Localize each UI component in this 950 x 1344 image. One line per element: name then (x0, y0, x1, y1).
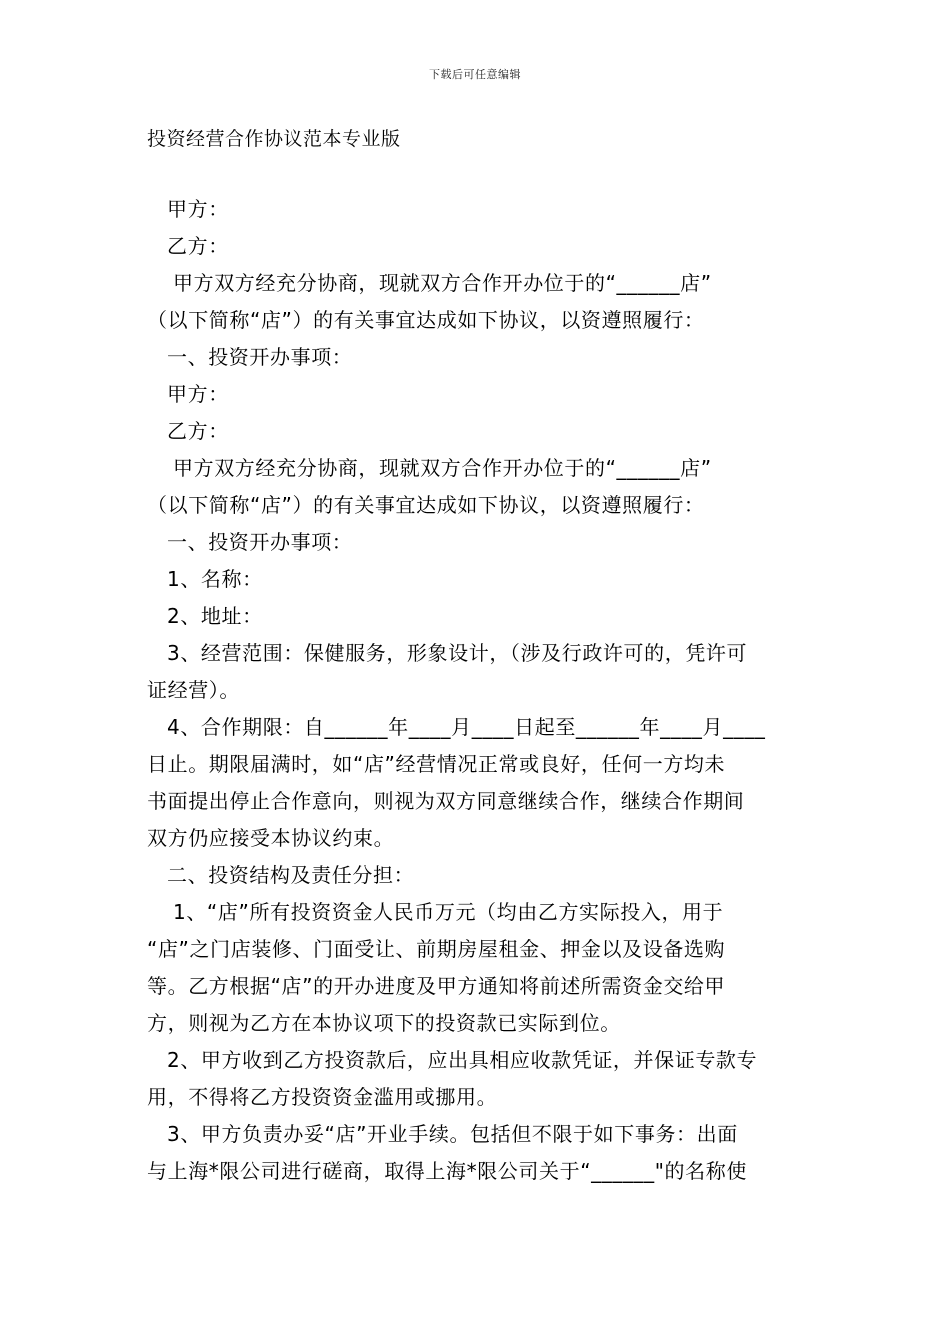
clause-line: 用，不得将乙方投资资金滥用或挪用。 (147, 1085, 498, 1109)
preamble-line: 甲方双方经充分协商，现就双方合作开办位于的“______店” (173, 456, 712, 480)
preamble-line: （以下简称“店”）的有关事宜达成如下协议，以资遵照履行： (147, 493, 705, 517)
clause-line: 日止。期限届满时，如“店”经营情况正常或良好，任何一方均未 (147, 752, 726, 776)
section-heading: 一、投资开办事项： (167, 530, 353, 554)
section-heading: 二、投资结构及责任分担： (167, 863, 415, 887)
section-heading: 一、投资开办事项： (167, 345, 353, 369)
clause-line: 证经营）。 (147, 678, 240, 702)
clause-line: 3、甲方负责办妥“店”开业手续。包括但不限于如下事务：出面 (167, 1122, 738, 1146)
clause-line: 双方仍应接受本协议约束。 (147, 826, 395, 850)
clause-line: 4、合作期限：自______年____月____日起至______年____月____ (167, 715, 766, 739)
clause-line: 书面提出停止合作意向，则视为双方同意继续合作，继续合作期间 (147, 789, 745, 813)
clause-line: 1、“店”所有投资资金人民币万元（均由乙方实际投入，用于 (173, 900, 724, 924)
document-title: 投资经营合作协议范本专业版 (147, 128, 401, 150)
clause-line: 等。乙方根据“店”的开办进度及甲方通知将前述所需资金交给甲 (147, 974, 726, 998)
clause-line: 与上海*限公司进行磋商，取得上海*限公司关于“______"的名称使 (147, 1159, 747, 1183)
party-b-line: 乙方： (167, 419, 229, 443)
document-body (147, 191, 807, 1190)
clause-line: 方，则视为乙方在本协议项下的投资款已实际到位。 (147, 1011, 621, 1035)
clause-line: “店”之门店装修、门面受让、前期房屋租金、押金以及设备选购 (147, 937, 726, 961)
preamble-line: 甲方双方经充分协商，现就双方合作开办位于的“______店” (173, 271, 712, 295)
clause-line: 1、名称： (167, 567, 263, 591)
party-b-line: 乙方： (167, 234, 229, 258)
party-a-line: 甲方： (167, 382, 229, 406)
clause-line: 3、经营范围：保健服务，形象设计，（涉及行政许可的，凭许可 (167, 641, 748, 665)
clause-line: 2、甲方收到乙方投资款后，应出具相应收款凭证，并保证专款专 (167, 1048, 758, 1072)
party-a-line: 甲方： (167, 197, 229, 221)
clause-line: 2、地址： (167, 604, 263, 628)
header-note: 下载后可任意编辑 (429, 68, 521, 81)
preamble-line: （以下简称“店”）的有关事宜达成如下协议，以资遵照履行： (147, 308, 705, 332)
